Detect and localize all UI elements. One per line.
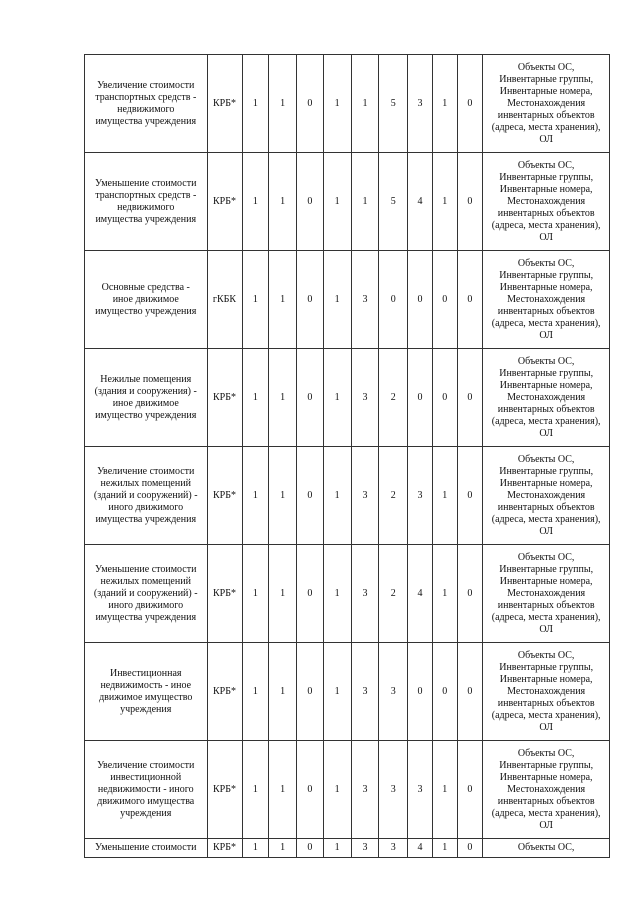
account-digit-cell: 1: [323, 349, 351, 447]
account-digit-cell: 3: [351, 349, 379, 447]
analytics-object-line: Объекты ОС,: [517, 61, 575, 73]
analytics-objects-cell: [483, 251, 610, 349]
analytics-objects-cell: [483, 643, 610, 741]
table-row: [85, 545, 610, 643]
analytics-object-line: Инвентарные группы,: [499, 269, 594, 281]
account-digit-cell: 1: [323, 153, 351, 251]
account-name-line: Нежилые помещения: [100, 373, 192, 385]
account-digit-cell: 3: [351, 643, 379, 741]
account-digit-cell: 4: [408, 153, 433, 251]
account-name-line: (зданий и сооружений) -: [93, 489, 198, 501]
account-digit-cell: 3: [351, 545, 379, 643]
account-digit-cell: 0: [297, 839, 324, 858]
account-name-line: имущество учреждения: [95, 409, 197, 421]
analytics-object-line: Местонахождения: [507, 587, 586, 599]
account-digit-cell: 1: [242, 251, 269, 349]
account-digit-cell: 0: [457, 153, 483, 251]
account-digit-cell: 3: [351, 741, 379, 839]
analytics-object-line: (адреса, места хранения),: [491, 317, 601, 329]
account-digit-cell: 1: [323, 839, 351, 858]
account-name-line: Увеличение стоимости: [97, 759, 195, 771]
account-digit-cell: 1: [323, 545, 351, 643]
account-digit-cell: 3: [351, 447, 379, 545]
kbk-code-cell: КРБ*: [207, 55, 242, 153]
account-digit-cell: 0: [457, 251, 483, 349]
account-name-line: имущества учреждения: [95, 513, 197, 525]
account-digit-cell: 0: [432, 251, 457, 349]
account-name-line: иного движимого: [108, 599, 184, 611]
account-digit-cell: 1: [323, 741, 351, 839]
account-name-line: нежилых помещений: [100, 477, 191, 489]
analytics-object-line: ОЛ: [539, 819, 553, 831]
account-digit-cell: 0: [297, 55, 324, 153]
analytics-object-line: (адреса, места хранения),: [491, 219, 601, 231]
account-digit-cell: 2: [379, 349, 408, 447]
account-digit-cell: 1: [269, 839, 297, 858]
analytics-object-line: Инвентарные номера,: [499, 183, 593, 195]
account-digit-cell: 1: [432, 55, 457, 153]
table-row: [85, 349, 610, 447]
account-digit-cell: 1: [269, 447, 297, 545]
analytics-object-line: Объекты ОС,: [517, 747, 575, 759]
account-digit-cell: 0: [297, 251, 324, 349]
account-name-line: иное движимое: [112, 293, 179, 305]
account-digit-cell: 1: [269, 55, 297, 153]
account-digit-cell: 4: [408, 839, 433, 858]
analytics-object-line: Инвентарные группы,: [499, 759, 594, 771]
table-row: [85, 153, 610, 251]
analytics-object-line: инвентарных объектов: [497, 207, 595, 219]
analytics-object-line: инвентарных объектов: [497, 305, 595, 317]
account-digit-cell: 3: [408, 741, 433, 839]
analytics-objects-cell: [483, 349, 610, 447]
account-digit-cell: 0: [297, 153, 324, 251]
account-name-cell: [85, 251, 208, 349]
analytics-object-line: ОЛ: [539, 721, 553, 733]
analytics-object-line: ОЛ: [539, 427, 553, 439]
account-name-line: Увеличение стоимости: [97, 79, 195, 91]
account-name-line: имущества учреждения: [95, 213, 197, 225]
analytics-object-line: ОЛ: [539, 525, 553, 537]
account-digit-cell: 0: [379, 251, 408, 349]
account-digit-cell: 0: [457, 349, 483, 447]
account-digit-cell: 0: [297, 447, 324, 545]
account-name-line: недвижимости - иного: [97, 783, 194, 795]
account-digit-cell: 0: [457, 643, 483, 741]
account-name-line: транспортных средств -: [95, 189, 197, 201]
analytics-object-line: инвентарных объектов: [497, 697, 595, 709]
analytics-object-line: (адреса, места хранения),: [491, 709, 601, 721]
account-name-line: (здания и сооружения) -: [94, 385, 197, 397]
analytics-object-line: Инвентарные номера,: [499, 85, 593, 97]
account-name-line: инвестиционной: [110, 771, 182, 783]
analytics-objects-cell: [483, 55, 610, 153]
analytics-object-line: Объекты ОС,: [517, 649, 575, 661]
account-digit-cell: 1: [432, 839, 457, 858]
account-digit-cell: 1: [432, 545, 457, 643]
analytics-objects-cell: [483, 839, 610, 858]
analytics-object-line: Объекты ОС,: [517, 842, 575, 853]
account-name-line: недвижимость - иное: [100, 679, 192, 691]
account-name-line: нежилых помещений: [100, 575, 191, 587]
account-name-cell: [85, 153, 208, 251]
table-row: [85, 55, 610, 153]
account-name-line: движимое имущество: [99, 691, 193, 703]
account-name-line: недвижимого: [117, 201, 175, 213]
account-name-line: имущества учреждения: [95, 611, 197, 623]
account-digit-cell: 3: [408, 55, 433, 153]
account-digit-cell: 1: [269, 643, 297, 741]
kbk-code-cell: КРБ*: [207, 545, 242, 643]
accounts-table: [84, 54, 610, 858]
account-digit-cell: 1: [242, 349, 269, 447]
analytics-object-line: (адреса, места хранения),: [491, 611, 601, 623]
analytics-object-line: Объекты ОС,: [517, 453, 575, 465]
kbk-code-cell: КРБ*: [207, 153, 242, 251]
kbk-code-cell: КРБ*: [207, 643, 242, 741]
account-name-cell: [85, 839, 208, 858]
account-name-line: имущество учреждения: [95, 305, 197, 317]
account-digit-cell: 2: [379, 447, 408, 545]
account-digit-cell: 1: [269, 251, 297, 349]
analytics-object-line: Инвентарные номера,: [499, 477, 593, 489]
table-row: [85, 447, 610, 545]
account-name-line: транспортных средств -: [95, 91, 197, 103]
analytics-object-line: ОЛ: [539, 623, 553, 635]
account-digit-cell: 0: [457, 839, 483, 858]
analytics-objects-cell: [483, 741, 610, 839]
analytics-object-line: Инвентарные группы,: [499, 171, 594, 183]
account-name-line: иное движимое: [112, 397, 179, 409]
analytics-object-line: Местонахождения: [507, 97, 586, 109]
account-name-cell: [85, 643, 208, 741]
kbk-code-cell: КРБ*: [207, 741, 242, 839]
account-digit-cell: 1: [269, 545, 297, 643]
analytics-object-line: Инвентарные номера,: [499, 281, 593, 293]
analytics-object-line: инвентарных объектов: [497, 501, 595, 513]
account-digit-cell: 1: [432, 741, 457, 839]
analytics-object-line: инвентарных объектов: [497, 109, 595, 121]
account-digit-cell: 1: [269, 153, 297, 251]
account-name-line: Основные средства -: [101, 281, 190, 293]
account-digit-cell: 0: [457, 545, 483, 643]
analytics-object-line: Инвентарные группы,: [499, 465, 594, 477]
account-digit-cell: 0: [297, 643, 324, 741]
account-digit-cell: 2: [379, 545, 408, 643]
analytics-object-line: ОЛ: [539, 133, 553, 145]
account-digit-cell: 3: [351, 839, 379, 858]
account-digit-cell: 5: [379, 153, 408, 251]
account-name-line: учреждения: [120, 807, 172, 819]
account-name-line: Увеличение стоимости: [97, 465, 195, 477]
account-name-cell: [85, 349, 208, 447]
account-name-cell: [85, 741, 208, 839]
account-digit-cell: 1: [242, 741, 269, 839]
account-digit-cell: 0: [432, 643, 457, 741]
analytics-object-line: Объекты ОС,: [517, 159, 575, 171]
account-name-line: (зданий и сооружений) -: [93, 587, 198, 599]
analytics-object-line: инвентарных объектов: [497, 795, 595, 807]
analytics-object-line: (адреса, места хранения),: [491, 415, 601, 427]
account-digit-cell: 0: [457, 447, 483, 545]
analytics-object-line: Инвентарные группы,: [499, 661, 594, 673]
table-row: [85, 839, 610, 858]
account-digit-cell: 1: [432, 447, 457, 545]
account-name-line: Уменьшение стоимости: [95, 563, 197, 575]
analytics-object-line: Местонахождения: [507, 391, 586, 403]
account-digit-cell: 1: [351, 55, 379, 153]
analytics-object-line: Объекты ОС,: [517, 355, 575, 367]
analytics-object-line: Местонахождения: [507, 783, 586, 795]
account-digit-cell: 3: [408, 447, 433, 545]
account-name-line: недвижимого: [117, 103, 175, 115]
account-digit-cell: 5: [379, 55, 408, 153]
account-digit-cell: 3: [351, 251, 379, 349]
account-digit-cell: 1: [242, 839, 269, 858]
analytics-object-line: Местонахождения: [507, 489, 586, 501]
analytics-object-line: Инвентарные номера,: [499, 673, 593, 685]
account-digit-cell: 0: [297, 741, 324, 839]
analytics-object-line: (адреса, места хранения),: [491, 513, 601, 525]
table-row: [85, 643, 610, 741]
account-digit-cell: 4: [408, 545, 433, 643]
account-digit-cell: 1: [242, 55, 269, 153]
account-name-cell: [85, 447, 208, 545]
account-digit-cell: 1: [269, 741, 297, 839]
account-digit-cell: 3: [379, 643, 408, 741]
account-name-line: имущества учреждения: [95, 115, 197, 127]
table-body: [85, 55, 610, 858]
account-name-cell: [85, 55, 208, 153]
analytics-object-line: Местонахождения: [507, 685, 586, 697]
account-digit-cell: 1: [242, 153, 269, 251]
account-name-line: Инвестиционная: [109, 667, 182, 679]
analytics-objects-cell: [483, 153, 610, 251]
analytics-object-line: Инвентарные группы,: [499, 73, 594, 85]
analytics-objects-cell: [483, 545, 610, 643]
analytics-object-line: Инвентарные группы,: [499, 563, 594, 575]
kbk-code-cell: КРБ*: [207, 839, 242, 858]
account-digit-cell: 1: [242, 643, 269, 741]
analytics-objects-cell: [483, 447, 610, 545]
account-name-cell: [85, 545, 208, 643]
analytics-object-line: инвентарных объектов: [497, 403, 595, 415]
account-digit-cell: 0: [408, 643, 433, 741]
kbk-code-cell: КРБ*: [207, 447, 242, 545]
account-name-line: Уменьшение стоимости: [95, 177, 197, 189]
analytics-object-line: Инвентарные номера,: [499, 575, 593, 587]
account-digit-cell: 1: [351, 153, 379, 251]
account-digit-cell: 1: [323, 447, 351, 545]
analytics-object-line: (адреса, места хранения),: [491, 807, 601, 819]
analytics-object-line: Инвентарные номера,: [499, 379, 593, 391]
account-name-line: учреждения: [120, 703, 172, 715]
analytics-object-line: Инвентарные группы,: [499, 367, 594, 379]
analytics-object-line: Объекты ОС,: [517, 551, 575, 563]
account-digit-cell: 0: [432, 349, 457, 447]
analytics-object-line: ОЛ: [539, 231, 553, 243]
kbk-code-cell: гКБК: [207, 251, 242, 349]
account-digit-cell: 1: [242, 447, 269, 545]
account-name-line: иного движимого: [108, 501, 184, 513]
analytics-object-line: Местонахождения: [507, 195, 586, 207]
analytics-object-line: Инвентарные номера,: [499, 771, 593, 783]
account-digit-cell: 0: [408, 251, 433, 349]
account-digit-cell: 1: [269, 349, 297, 447]
account-digit-cell: 0: [408, 349, 433, 447]
account-name-line: Уменьшение стоимости: [95, 842, 197, 853]
account-digit-cell: 1: [242, 545, 269, 643]
analytics-object-line: (адреса, места хранения),: [491, 121, 601, 133]
analytics-object-line: Местонахождения: [507, 293, 586, 305]
table-row: [85, 251, 610, 349]
account-digit-cell: 3: [379, 839, 408, 858]
account-digit-cell: 1: [323, 55, 351, 153]
analytics-object-line: ОЛ: [539, 329, 553, 341]
account-digit-cell: 0: [457, 741, 483, 839]
account-digit-cell: 0: [457, 55, 483, 153]
account-name-line: движимого имущества: [97, 795, 195, 807]
account-digit-cell: 0: [297, 349, 324, 447]
account-digit-cell: 1: [323, 251, 351, 349]
table-row: [85, 741, 610, 839]
account-digit-cell: 1: [432, 153, 457, 251]
account-digit-cell: 3: [379, 741, 408, 839]
kbk-code-cell: КРБ*: [207, 349, 242, 447]
analytics-object-line: инвентарных объектов: [497, 599, 595, 611]
analytics-object-line: Объекты ОС,: [517, 257, 575, 269]
account-digit-cell: 0: [297, 545, 324, 643]
account-digit-cell: 1: [323, 643, 351, 741]
